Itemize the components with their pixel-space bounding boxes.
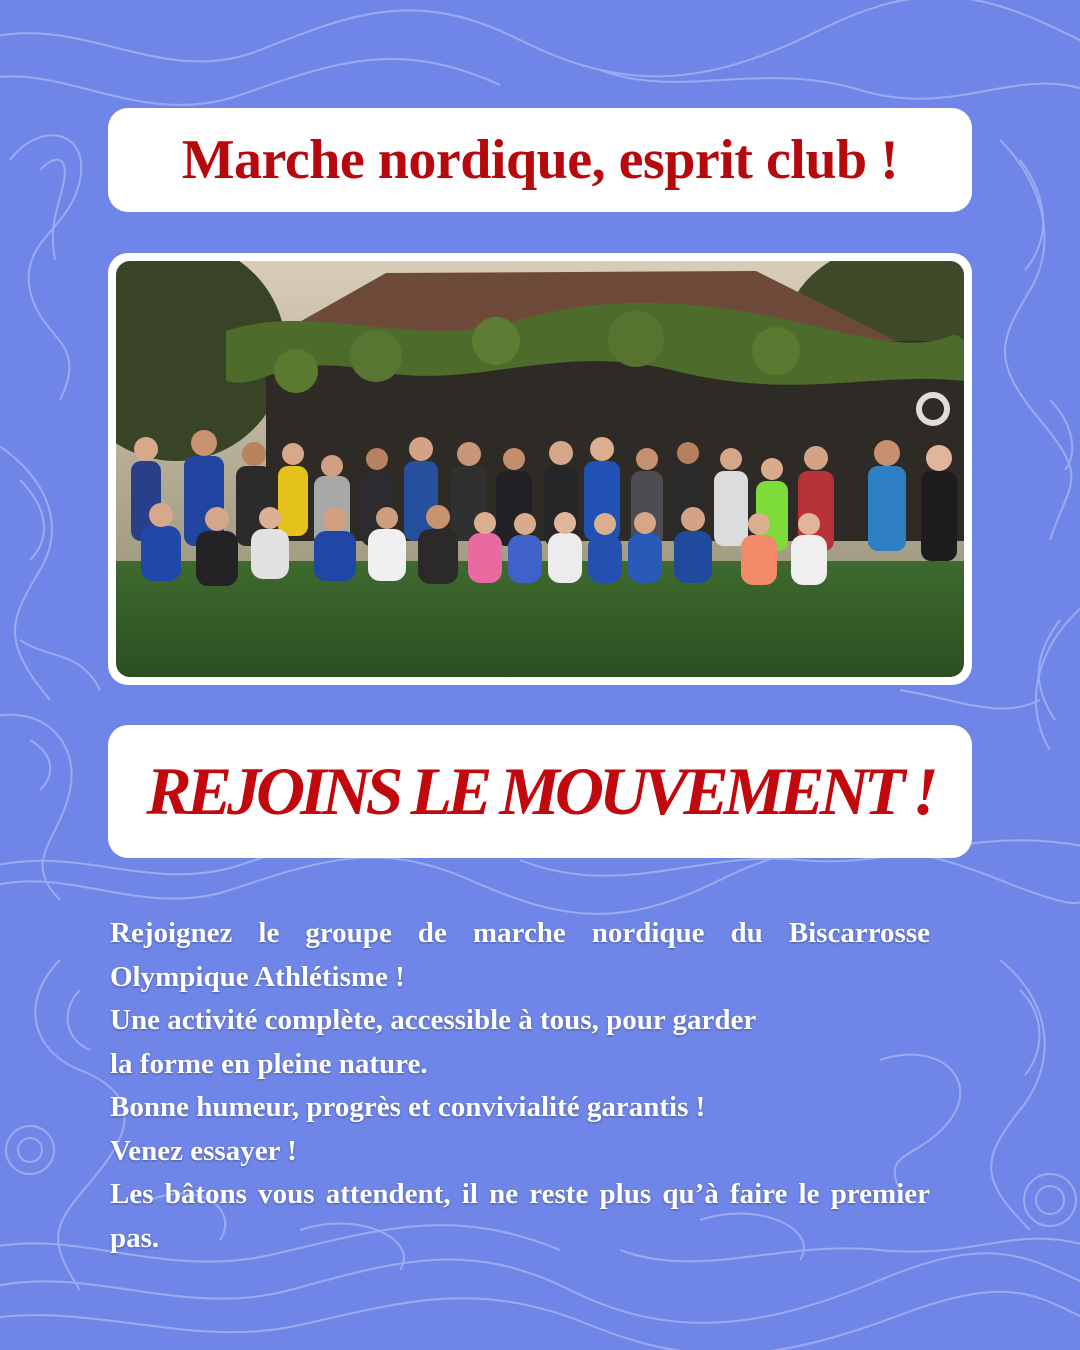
- cta-heading: REJOINS LE MOUVEMENT !: [146, 753, 934, 829]
- description-line-4: Venez essayer !: [110, 1134, 297, 1167]
- group-photo: [116, 261, 964, 677]
- title-card: [108, 108, 972, 212]
- group-photo-icon: [116, 261, 964, 677]
- cta-card: [108, 725, 972, 858]
- description-text: [110, 912, 930, 1260]
- description-paragraph-5: Les bâtons vous attendent, il ne reste plus qu’à faire le premier pas.: [110, 1178, 930, 1254]
- page-title: Marche nordique, esprit club !: [181, 129, 899, 191]
- description-line-3: Bonne humeur, progrès et convivialité garantis !: [110, 1091, 706, 1123]
- description-line-2b: la forme en pleine nature.: [110, 1047, 428, 1080]
- description-line-2a: Une activité complète, accessible à tous, pour garder: [110, 1004, 757, 1036]
- photo-frame: [108, 253, 972, 685]
- description-paragraph-1: Rejoignez le groupe de marche nordique du Biscarrosse Olympique Athlétisme !: [110, 917, 930, 993]
